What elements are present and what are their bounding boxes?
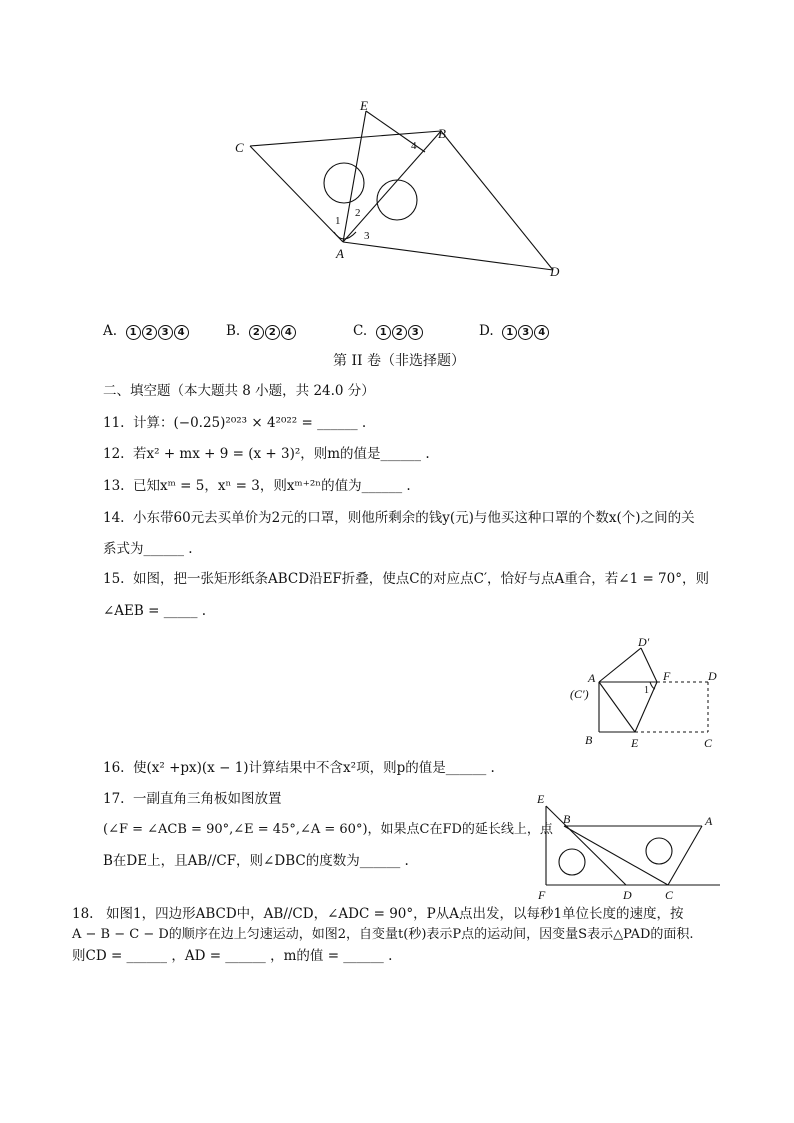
question-text: 小东带60元去买单价为2元的口罩，则他所剩余的钱y(元)与他买这种口罩的个数x(个)之间的关 [133,510,695,526]
option-d-letter: D. [479,323,494,339]
label-D: D [708,669,717,683]
question-11 [103,414,366,432]
mark: 1 [502,325,517,340]
mark: 3 [518,325,533,340]
question-number: 11. [103,415,125,431]
hole-left [559,849,585,875]
question-17 [103,790,282,808]
label-D-prime: D′ [638,635,650,649]
question-18 [72,905,684,923]
question-15-cont: ∠AEB = _____ . [103,603,207,619]
question-text: 计算：(−0.25)²⁰²³ × 4²⁰²² = ______ . [133,415,367,431]
edge-D-prime-F [641,648,657,682]
option-c[interactable] [353,322,424,340]
question-text: 如图，把一张矩形纸条ABCD沿EF折叠，使点C的对应点C′，恰好与点A重合，若∠1 = 70°，则 [133,571,709,587]
question-15 [103,570,709,588]
angle-4: 4 [411,140,417,152]
question-number: 18. [72,906,94,922]
angle-3: 3 [364,230,370,242]
question-number: 16. [103,760,125,776]
question-16 [103,759,495,777]
mark: 3 [158,325,173,340]
top-geometry-figure [0,0,794,300]
label-F: F [538,888,546,902]
label-E: E [360,98,368,113]
label-E: E [631,736,639,750]
mark: 4 [281,325,296,340]
label-D: D [623,888,632,902]
question-14 [103,509,695,527]
option-b-letter: B. [226,323,241,339]
edge-CA [250,146,343,242]
option-c-letter: C. [353,323,368,339]
label-E: E [537,792,545,806]
section-title: 第 II 卷（非选择题） [333,353,465,369]
mark: 2 [142,325,157,340]
mark: 3 [408,325,423,340]
mark: 2 [249,325,264,340]
question-text: 已知xᵐ = 5，xⁿ = 3，则xᵐ⁺²ⁿ的值为______ . [133,478,411,494]
question-text: 一副直角三角板如图放置 [133,791,282,807]
edge-AB [343,131,441,242]
label-A: A [588,671,596,685]
triangle-hole-right [377,180,417,220]
option-d[interactable] [479,322,550,340]
edge-AD-prime [599,648,641,682]
label-D: D [550,264,560,279]
label-B: B [563,812,571,826]
mark: 1 [126,325,141,340]
edge-BC [564,826,668,885]
fold-figure [560,630,740,755]
set-square-figure [530,790,730,905]
question-text: 如图1，四边形ABCD中，AB//CD，∠ADC = 90°，P从A点出发，以每秒1单位长度的速度，按 [106,906,684,922]
option-b[interactable] [226,322,297,340]
label-C-prime: (C′) [570,687,589,701]
question-number: 13. [103,478,125,494]
mark: 1 [376,325,391,340]
option-a[interactable] [103,322,190,340]
edge-BD [441,131,553,270]
label-B: B [438,126,446,141]
question-number: 17. [103,791,125,807]
mark: 2 [265,325,280,340]
question-text: 若x² + mx + 9 = (x + 3)²，则m的值是______ . [133,446,430,462]
mark: 2 [392,325,407,340]
question-number: 14. [103,510,125,526]
label-C: C [235,140,244,155]
edge-AC [668,826,702,885]
part-heading: 二、填空题（本大题共 8 小题，共 24.0 分） [103,383,375,399]
edge-AE [599,682,635,732]
mark: 4 [534,325,549,340]
question-12 [103,445,430,463]
label-B: B [585,733,593,747]
edge-ED [546,806,626,885]
label-F: F [663,669,671,683]
question-number: 12. [103,446,125,462]
option-a-letter: A. [103,323,118,339]
question-13 [103,477,411,495]
angle-2: 2 [355,207,361,219]
question-number: 15. [103,571,125,587]
label-A: A [336,246,344,261]
label-A: A [705,814,713,828]
triangle-hole-left [324,163,364,203]
question-text: 使(x² +px)(x − 1)计算结果中不含x²项，则p的值是______ . [133,760,495,776]
question-17-cont-2: B在DE上，且AB//CF，则∠DBC的度数为______ . [103,853,409,869]
label-C: C [704,736,713,750]
label-C: C [665,888,674,902]
question-18-cont-1: A − B − C − D的顺序在边上匀速运动，如图2，自变量t(秒)表示P点的运动间，因变量S表示△PAD的面积. [72,927,694,942]
hole-right [646,838,672,864]
edge-AD [343,242,553,270]
angle-1: 1 [335,215,341,227]
question-17-cont-1: (∠F = ∠ACB = 90°,∠E = 45°,∠A = 60°)，如果点C在FD的延长线上，点 [103,822,553,837]
question-14-cont: 系式为______ . [103,541,193,557]
mark: 4 [174,325,189,340]
question-18-cont-2: 则CD = ______ ，AD = ______ ，m的值 = ______ . [72,948,393,964]
angle-1-label: 1 [644,685,649,696]
